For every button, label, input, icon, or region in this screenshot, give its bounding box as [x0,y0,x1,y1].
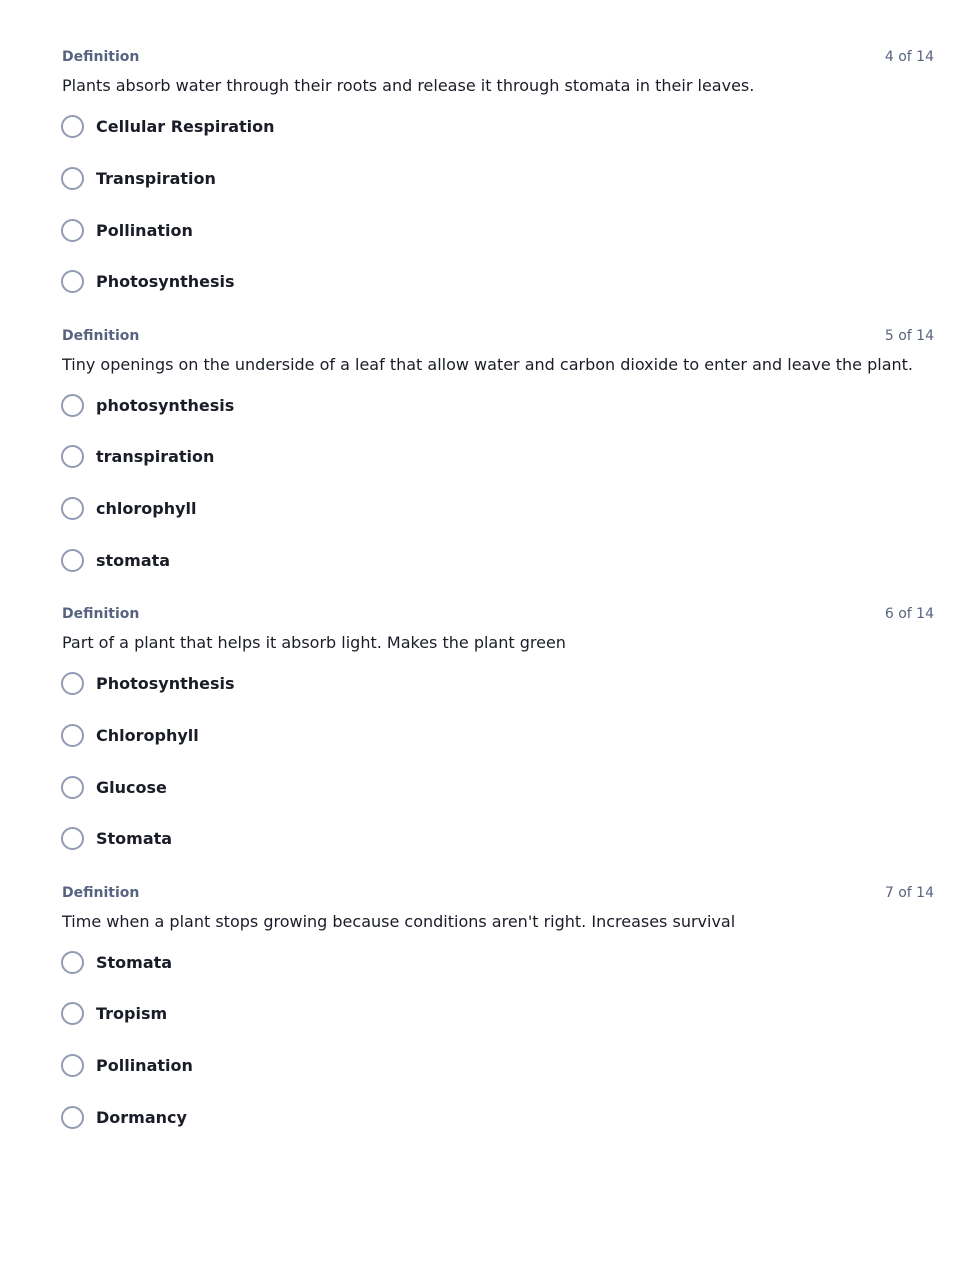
question-counter: 7 of 14 [884,884,934,901]
answer-option[interactable] [61,1002,193,1054]
question-type-label: Definition [62,884,140,901]
question-prompt: Time when a plant stops growing because conditions aren't right. Increases survival [62,911,736,931]
radio-button-icon[interactable] [61,672,84,695]
question-card [0,604,979,883]
radio-button-icon[interactable] [61,445,84,468]
radio-button-icon[interactable] [61,219,84,242]
question-counter: 4 of 14 [884,49,934,65]
answer-option-label: Glucose [96,777,167,797]
answer-option-label: stomata [96,550,171,570]
radio-button-icon[interactable] [61,776,84,799]
answer-option[interactable] [61,672,235,724]
answer-option-label: Photosynthesis [96,272,235,292]
question-header [0,47,979,69]
answer-option-label: chlorophyll [96,499,197,519]
question-counter: 5 of 14 [884,327,934,344]
question-prompt: Part of a plant that helps it absorb light. Makes the plant green [62,633,566,652]
radio-button-icon[interactable] [61,1054,84,1077]
answer-option-label: Photosynthesis [96,674,235,693]
question-card [0,326,979,605]
answer-options [61,115,275,322]
radio-button-icon[interactable] [61,167,84,190]
answer-option-label: Tropism [96,1004,168,1024]
radio-button-icon[interactable] [61,497,84,520]
answer-option-label: Dormancy [96,1107,187,1127]
question-type-label: Definition [62,49,140,65]
answer-option[interactable] [61,951,193,1003]
question-card [0,47,979,326]
answer-option[interactable] [61,549,234,601]
answer-option[interactable] [61,776,235,828]
answer-option-label: Stomata [96,829,173,849]
answer-option-label: Chlorophyll [96,725,199,745]
question-prompt: Tiny openings on the underside of a leaf that allow water and carbon dioxide to enter and leave the plant. [62,354,913,374]
question-prompt: Plants absorb water through their roots and release it through stomata in their leaves. [62,76,755,95]
question-card [0,883,979,1162]
radio-button-icon[interactable] [61,1002,84,1025]
answer-option-label: Transpiration [96,168,216,188]
radio-button-icon[interactable] [61,394,84,417]
answer-option[interactable] [61,167,275,219]
radio-button-icon[interactable] [61,1106,84,1129]
answer-option[interactable] [61,270,275,322]
radio-button-icon[interactable] [61,270,84,293]
question-header [0,604,979,626]
answer-option-label: Pollination [96,220,193,240]
answer-option[interactable] [61,827,235,879]
radio-button-icon[interactable] [61,115,84,138]
radio-button-icon[interactable] [61,549,84,572]
radio-button-icon[interactable] [61,724,84,747]
question-type-label: Definition [62,327,140,344]
answer-options [61,394,234,601]
radio-button-icon[interactable] [61,951,84,974]
answer-option[interactable] [61,445,234,497]
answer-option-label: transpiration [96,447,215,467]
answer-options [61,672,235,879]
answer-option[interactable] [61,219,275,271]
answer-options [61,951,193,1158]
answer-option[interactable] [61,115,275,167]
question-counter: 6 of 14 [884,606,934,622]
answer-option-label: photosynthesis [96,395,235,415]
answer-option[interactable] [61,394,234,446]
radio-button-icon[interactable] [61,827,84,850]
answer-option[interactable] [61,1054,193,1106]
question-header [0,326,979,348]
answer-option-label: Cellular Respiration [96,117,275,136]
answer-option[interactable] [61,497,234,549]
question-header [0,883,979,905]
answer-option[interactable] [61,724,235,776]
question-type-label: Definition [62,606,140,622]
answer-option-label: Stomata [96,952,173,972]
answer-option[interactable] [61,1106,193,1158]
answer-option-label: Pollination [96,1056,193,1076]
